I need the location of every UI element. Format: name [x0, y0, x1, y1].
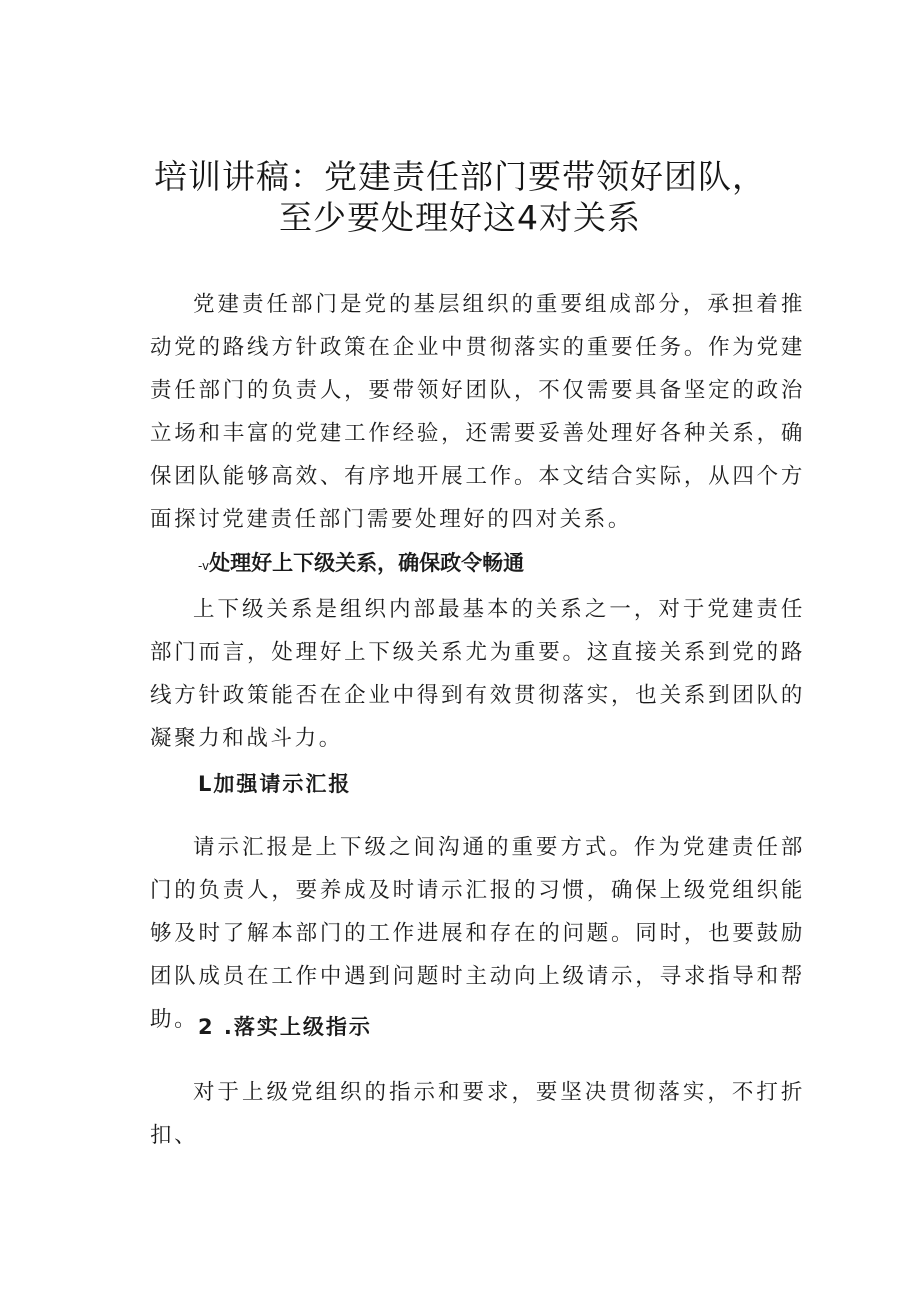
- document-title-line-1: 培训讲稿：党建责任部门要带领好团队，: [154, 157, 766, 196]
- section-1-paragraph: 上下级关系是组织内部最基本的关系之一，对于党建责任部门而言，处理好上下级关系尤为重要。这直接关系到党的路线方针政策能否在企业中得到有效贯彻落实，也关系到团队的凝聚力和战斗力。: [150, 597, 805, 751]
- subsection-2-paragraph: 对于上级党组织的指示和要求，要坚决贯彻落实，不打折扣、: [150, 1080, 805, 1148]
- section-1-prefix: -v: [198, 559, 210, 573]
- intro-paragraph: 党建责任部门是党的基层组织的重要组成部分，承担着推动党的路线方针政策在企业中贯彻落实的重要任务。作为党建责任部门的负责人，要带领好团队，不仅需要具备坚定的政治立场和丰富的党建工作经验，还需要妥善处理好各种关系，确保团队能够高效、有序地开展工作。本文结合实际，从四个方面探讨党建责任部门需要处理好的四对关系。: [150, 292, 805, 532]
- subsection-1-paragraph: 请示汇报是上下级之间沟通的重要方式。作为党建责任部门的负责人，要养成及时请示汇报的习惯，确保上级党组织能够及时了解本部门的工作进展和存在的问题。同时，也要鼓励团队成员在工作中遇到问题时主动向上级请示，寻求指导和帮助。: [150, 835, 805, 1032]
- subsection-2-heading: 2 .落实上级指示: [198, 1015, 372, 1039]
- subsection-1-heading: L加强请示汇报: [198, 772, 352, 796]
- section-1-heading: [198, 547, 524, 582]
- document-title-line-2: 至少要处理好这4对关系: [279, 198, 641, 237]
- section-1-heading-text: 处理好上下级关系，确保政令畅通: [209, 551, 525, 575]
